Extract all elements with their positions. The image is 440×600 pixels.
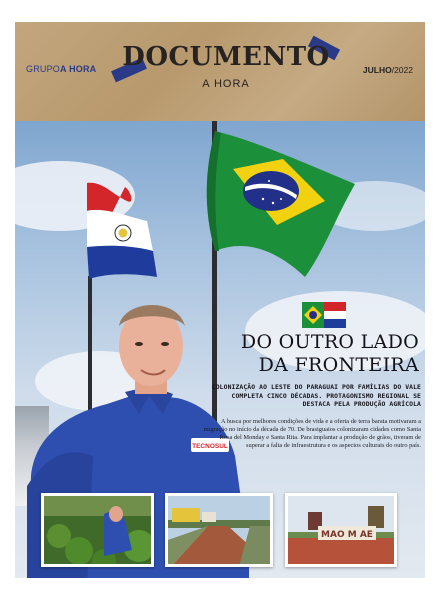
masthead-title: DOCUMENTO [122,42,330,72]
edition-month: JULHO [362,65,392,75]
edition-date [363,65,413,75]
thumbnail-rural-road [165,493,273,567]
cover-photo [15,121,425,578]
masthead-subtitle: A HORA [202,78,250,90]
brazil-flag-icon [185,129,360,279]
cover-header [15,22,425,121]
cover-subhead: COLONIZAÇÃO AO LESTE DO PARAGUAI POR FAMÍLIAS DO VALE COMPLETA CINCO DÉCADAS. PROTAGONISMO REGIONAL SE DESTACA PELA PRODUÇÃO AGRÍCOLA [211,383,421,408]
paraguay-flag-icon [73,181,163,296]
shirt-logo: TECNOSUL [192,443,228,450]
edition-year: /2022 [391,65,413,75]
headline-line-2: DA FRONTEIRA [258,354,419,376]
thumbnail-soy-field [41,493,154,567]
sign-letters: MAO M AE [321,530,373,540]
headline-line-1: DO OUTRO LADO [240,331,419,353]
brand-prefix: GRUPO [26,64,61,74]
magazine-cover [15,22,425,578]
cover-headline [205,331,419,377]
cover-lead-text: A busca por melhores condições de vida e a oferta de terra barata motivaram a migração no início da década de 70. De brasiguaios colonizaram cidades como Santa Rosa del Monday e Santa Rita. Para implantar a produção de grãos, tiveram de superar a falta de infraestrutura e os aspectos culturais do outro país. [203,418,421,449]
brazil-paraguay-flag-badge-icon [302,302,346,328]
brand-name: A HORA [60,64,97,74]
brand-logo [26,64,96,74]
thumbnail-town-sign [285,493,397,567]
